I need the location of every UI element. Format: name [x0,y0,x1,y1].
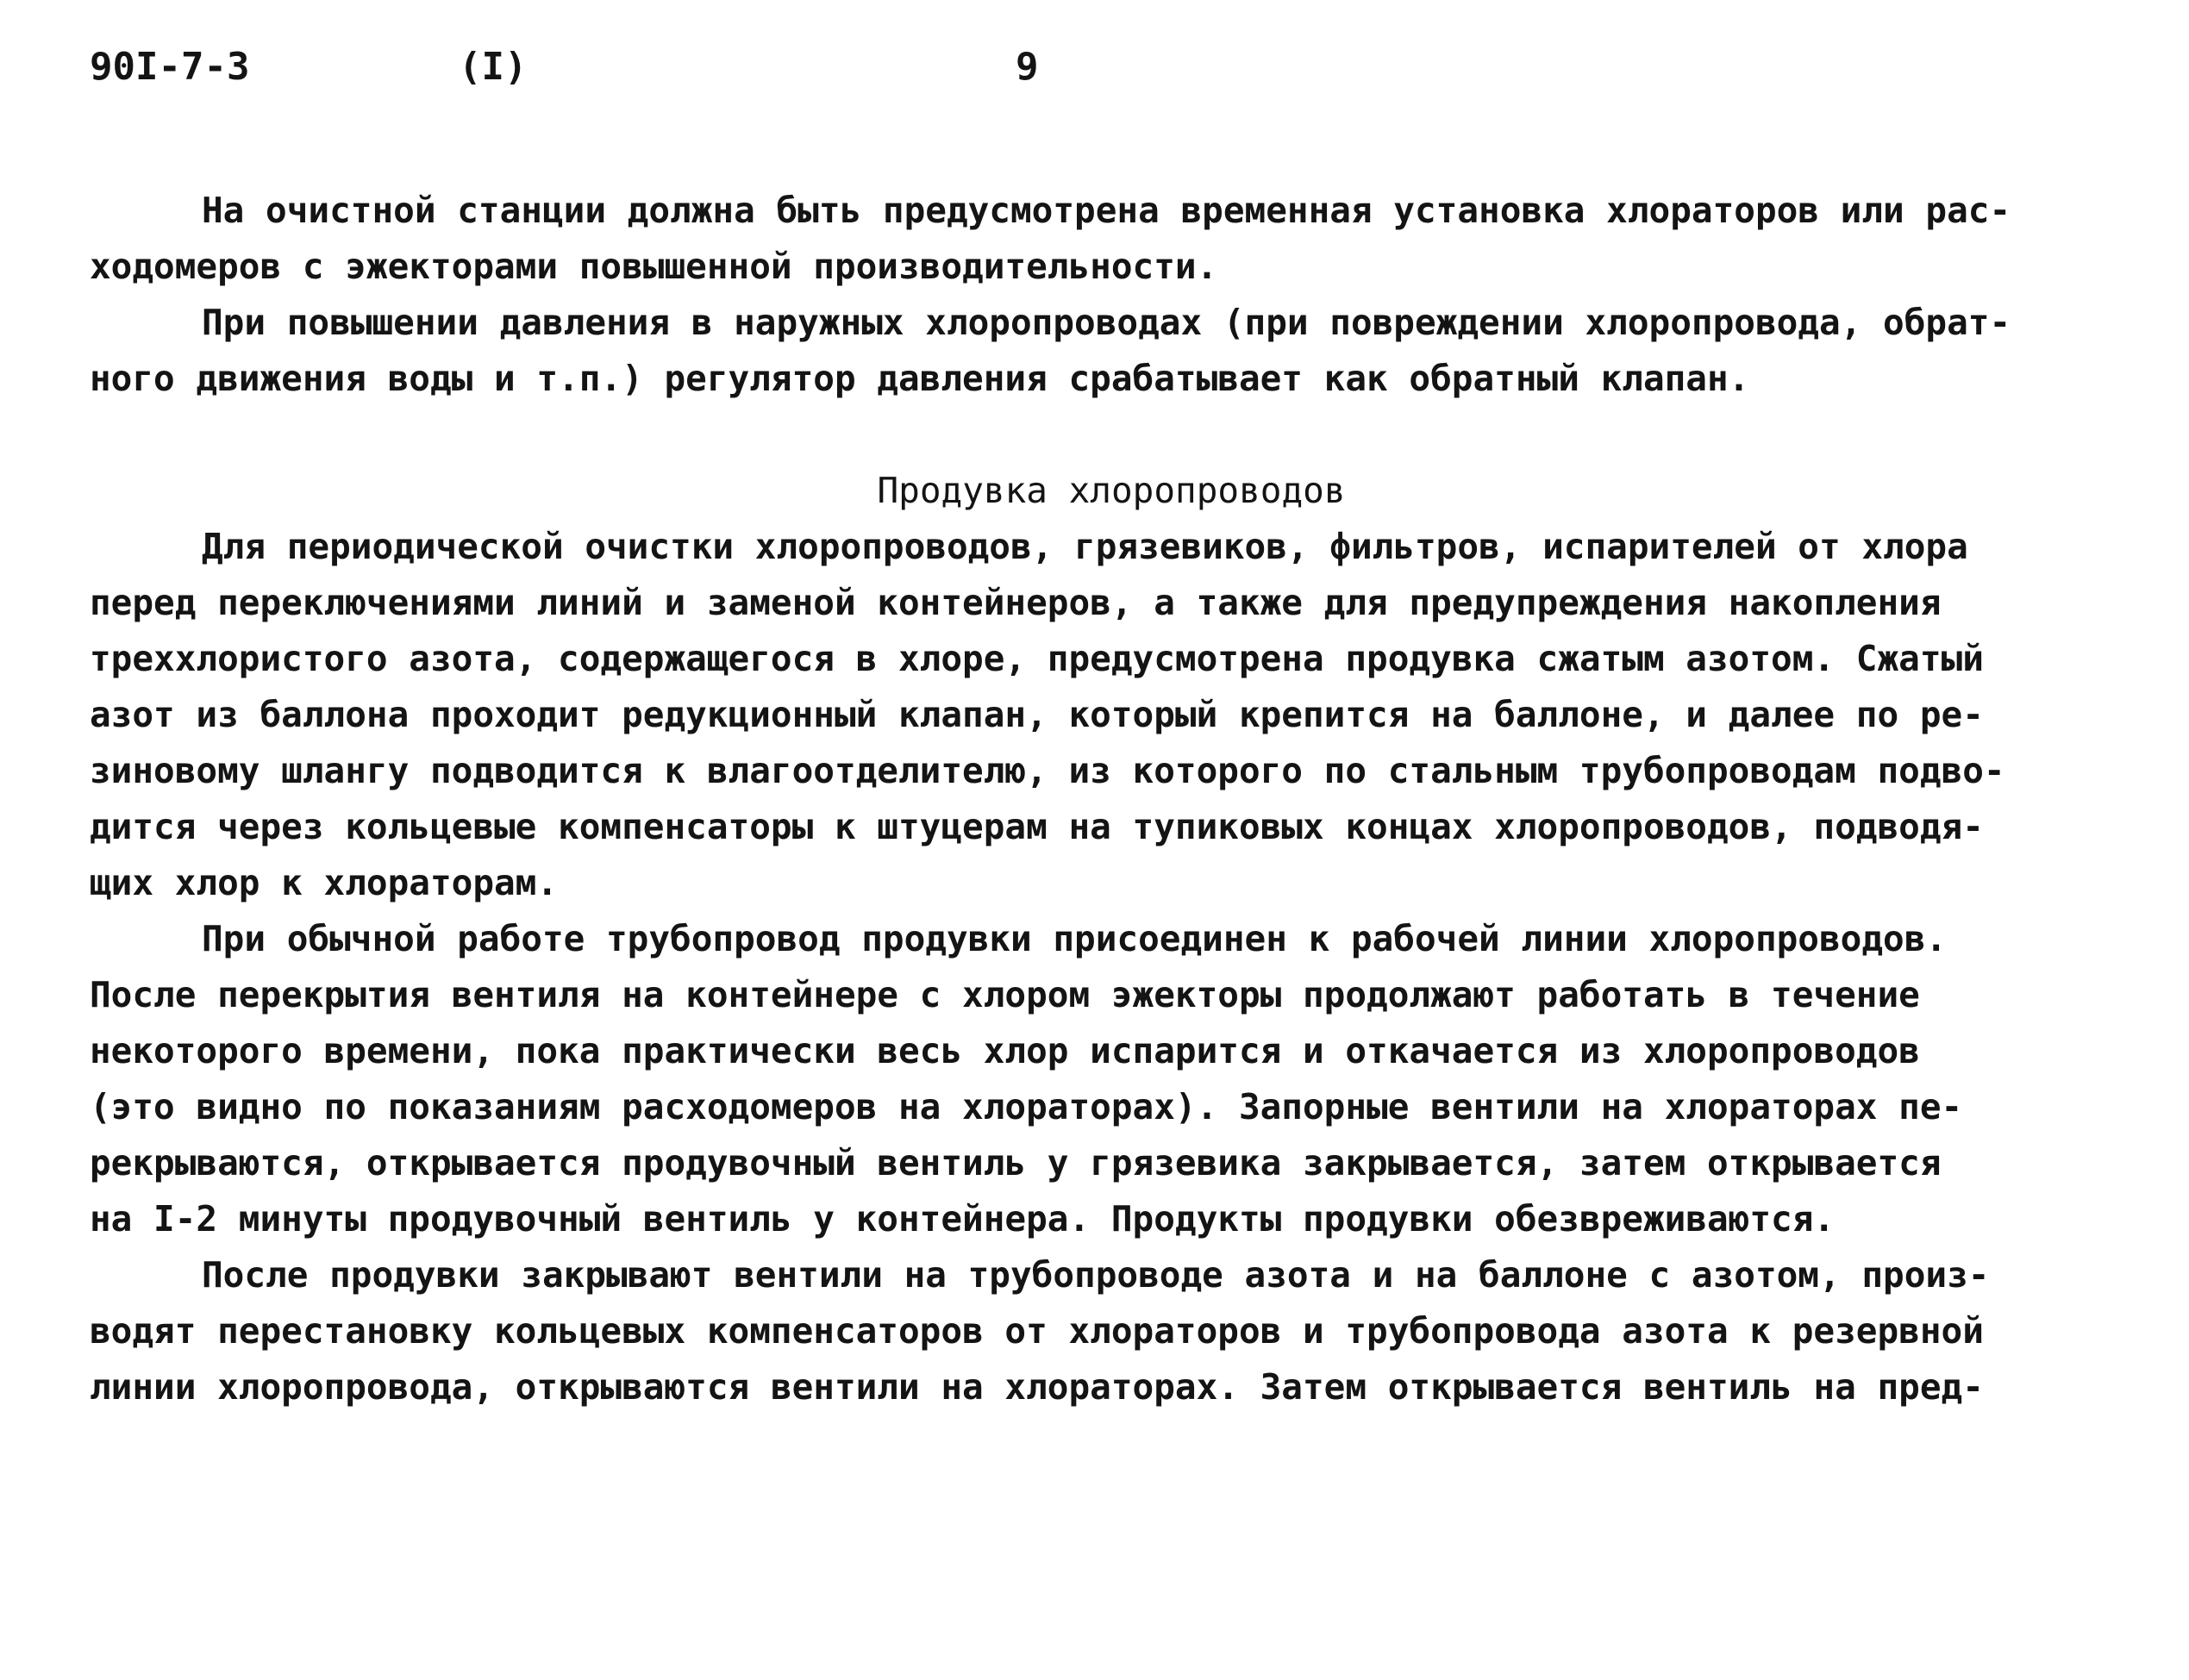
text-line: При обычной работе трубопровод продувки присоединен к рабочей линии хлоропроводов. [202,918,1948,959]
part-number: (I) [459,45,528,89]
text-line: щих хлор к хлораторам. [90,862,559,903]
text-line: Для периодической очистки хлоропроводов, грязевиков, фильтров, испарителей от хлора [202,526,1968,567]
paragraph-pressure-regulator [90,295,2107,407]
text-line: азот из баллона проходит редукционный клапан, который крепится на баллоне, и далее по ре- [90,694,1984,735]
text-line: дится через кольцевые компенсаторы к штуцерам на тупиковых концах хлоропроводов, подводя- [90,806,1984,847]
text-line: линии хлоропровода, открываются вентили на хлораторах. Затем открывается вентиль на пред- [90,1366,1984,1408]
page-header [0,45,2189,105]
paragraph-after-purge [90,1247,2107,1415]
text-line: При повышении давления в наружных хлоропроводах (при повреждении хлоропровода, обрат- [202,302,2011,343]
blank-line [90,407,2107,463]
text-line: После перекрытия вентиля на контейнере с хлором эжекторы продолжают работать в течение [90,974,1920,1015]
text-line: ного движения воды и т.п.) регулятор давления срабатывает как обратный клапан. [90,358,1750,399]
document-body [90,183,2107,1415]
text-line: водят перестановку кольцевых компенсаторов от хлораторов и трубопровода азота к резервной [90,1310,1984,1352]
section-heading: Продувка хлоропроводов [877,470,1346,511]
text-line: После продувки закрывают вентили на трубопроводе азота и на баллоне с азотом, произ- [202,1254,1990,1296]
text-line: рекрываются, открывается продувочный вентиль у грязевика закрывается, затем открывается [90,1142,1942,1183]
paragraph-normal-operation [90,911,2107,1247]
text-line: На очистной станции должна быть предусмотрена временная установка хлораторов или рас- [202,190,2011,231]
text-line: треххлористого азота, содержащегося в хлоре, предусмотрена продувка сжатым азотом. Сжатый [90,638,1984,679]
text-line: на I-2 минуты продувочный вентиль у контейнера. Продукты продувки обезвреживаются. [90,1198,1836,1240]
text-line: (это видно по показаниям расходомеров на хлораторах). Запорные вентили на хлораторах пе- [90,1086,1963,1127]
document-code: 90I-7-3 [90,45,250,89]
paragraph-purge-purpose [90,519,2107,911]
text-line: ходомеров с эжекторами повышенной производительности. [90,246,1218,287]
text-line: некоторого времени, пока практически весь хлор испарится и откачается из хлоропроводов [90,1030,1920,1071]
text-line: перед переключениями линий и заменой контейнеров, а также для предупреждения накопления [90,582,1942,623]
page-number: 9 [1016,45,1039,89]
paragraph-temporary-installation [90,183,2107,295]
text-line: зиновому шлангу подводится к влагоотделителю, из которого по стальным трубопроводам подво- [90,750,2005,791]
